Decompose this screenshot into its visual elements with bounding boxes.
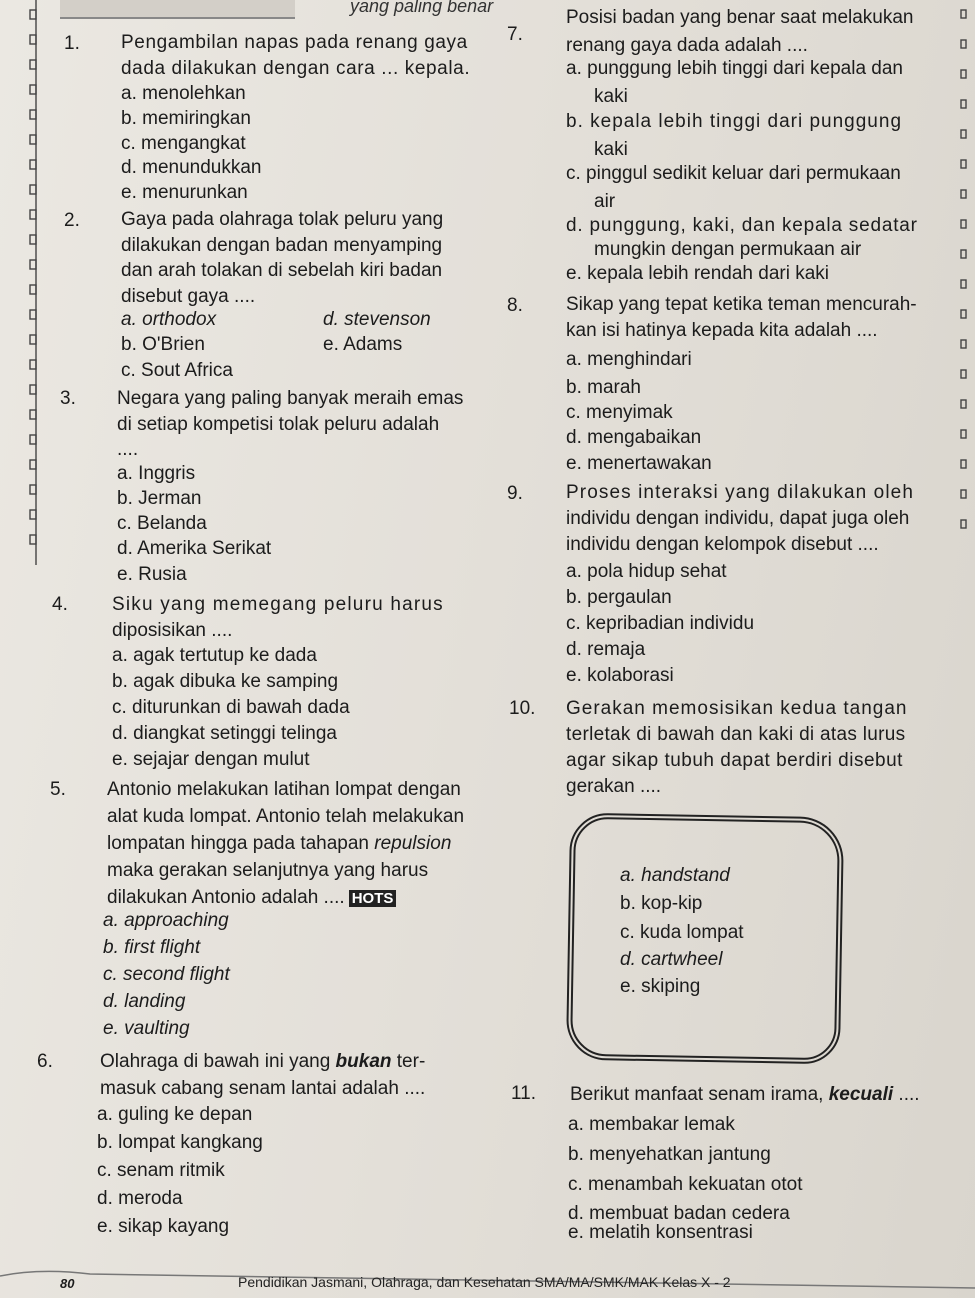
option[interactable]: b. marah — [566, 377, 641, 398]
option[interactable]: b. pergaulan — [566, 587, 672, 608]
question-text: Negara yang paling banyak meraih emas di setiap kompetisi tolak peluru adalah .... — [117, 388, 464, 460]
option[interactable]: d. stevenson — [323, 309, 431, 330]
option[interactable]: b. first flight — [103, 937, 201, 958]
option[interactable]: a. orthodox — [121, 309, 217, 330]
option[interactable]: e. sikap kayang — [97, 1216, 230, 1237]
option[interactable]: d. cartwheel — [620, 949, 723, 970]
option[interactable]: e. skiping — [620, 976, 701, 997]
question-text: Berikut manfaat senam irama, kecuali .... — [570, 1084, 920, 1105]
option[interactable]: c. kuda lompat — [620, 922, 744, 943]
question-text: Posisi badan yang benar saat melakukan — [566, 7, 914, 28]
option[interactable]: e. kepala lebih rendah dari kaki — [566, 263, 830, 284]
option[interactable]: b. kop-kip — [620, 893, 703, 914]
option[interactable]: b. agak dibuka ke samping — [112, 671, 339, 692]
option[interactable]: d. meroda — [97, 1188, 183, 1209]
option[interactable]: a. approaching — [103, 910, 229, 931]
question-number: 4. — [52, 594, 68, 615]
question-text: renang gaya dada adalah .... — [566, 35, 808, 56]
question-text: Proses interaksi yang dilakukan oleh individu dengan individu, dapat juga oleh individu dengan kelompok disebut .... — [566, 482, 914, 555]
option[interactable]: a. menghindari — [566, 349, 692, 370]
question-number: 5. — [50, 779, 66, 800]
option[interactable]: a. membakar lemak — [568, 1114, 735, 1135]
option[interactable]: d. mengabaikan — [566, 427, 702, 448]
option[interactable]: c. senam ritmik — [97, 1160, 225, 1181]
option[interactable]: b. O'Brien — [121, 334, 205, 355]
question-number: 2. — [64, 210, 80, 231]
option[interactable]: d. membuat badan cedera — [568, 1203, 790, 1224]
option[interactable]: c. second flight — [103, 964, 230, 985]
question-number: 6. — [37, 1051, 53, 1072]
top-torn-strip — [60, 0, 295, 19]
spiral-binding-left — [0, 0, 50, 570]
option[interactable]: b. kepala lebih tinggi dari punggung kaki — [566, 111, 903, 160]
option[interactable]: a. menolehkan — [121, 83, 246, 104]
question-text: Gerakan memosisikan kedua tangan terletak di bawah dan kaki di atas lurus agar sikap tubuh dapat berdiri disebut gerakan .... — [566, 698, 908, 797]
option[interactable]: e. menurunkan — [121, 182, 248, 203]
option[interactable]: d. landing — [103, 991, 186, 1012]
question-text: Sikap yang tepat ketika teman mencurah- kan isi hatinya kepada kita adalah .... — [566, 294, 917, 341]
option[interactable]: c. Sout Africa — [121, 360, 233, 381]
question-text: Pengambilan napas pada renang gaya dada dilakukan dengan cara ... kepala. — [121, 32, 471, 79]
option[interactable]: d. punggung, kaki, dan kepala sedatar mungkin dengan permukaan air — [566, 215, 918, 260]
option[interactable]: a. pola hidup sehat — [566, 561, 727, 582]
option[interactable]: a. Inggris — [117, 463, 196, 484]
option[interactable]: b. Jerman — [117, 488, 202, 509]
option[interactable]: b. lompat kangkang — [97, 1132, 263, 1153]
question-text: Siku yang memegang peluru harus diposisikan .... — [112, 594, 444, 641]
question-text: Antonio melakukan latihan lompat dengan alat kuda lompat. Antonio telah melakukan lompatan hingga pada tahapan repulsion maka gerakan selanjutnya yang harus dilakukan Antonio adalah .... HOTS — [107, 779, 465, 908]
question-number: 8. — [507, 295, 523, 316]
question-number: 7. — [507, 24, 523, 45]
option[interactable]: a. punggung lebih tinggi dari kepala dan kaki — [566, 58, 903, 107]
option[interactable]: e. sejajar dengan mulut — [112, 749, 310, 770]
question-text: Gaya pada olahraga tolak peluru yang dilakukan dengan badan menyamping dan arah tolakan di sebelah kiri badan disebut gaya .... — [121, 209, 444, 307]
option[interactable]: c. kepribadian individu — [566, 613, 755, 634]
option[interactable]: e. Rusia — [117, 564, 187, 585]
option[interactable]: c. mengangkat — [121, 133, 246, 154]
option[interactable]: d. diangkat setinggi telinga — [112, 723, 337, 744]
option[interactable]: e. menertawakan — [566, 453, 712, 474]
option[interactable]: e. kolaborasi — [566, 665, 674, 686]
option[interactable]: a. guling ke depan — [97, 1104, 253, 1125]
option[interactable]: d. remaja — [566, 639, 646, 660]
cutoff-heading: yang paling benar — [350, 0, 494, 16]
option[interactable]: e. vaulting — [103, 1018, 190, 1039]
option[interactable]: b. menyehatkan jantung — [568, 1144, 771, 1165]
option[interactable]: c. Belanda — [117, 513, 207, 534]
option[interactable]: c. menyimak — [566, 402, 673, 423]
question-number: 11. — [511, 1083, 537, 1104]
option[interactable]: c. pinggul sedikit keluar dari permukaan air — [566, 163, 901, 212]
question-number: 3. — [60, 388, 76, 409]
option[interactable]: b. memiringkan — [121, 108, 251, 129]
option[interactable]: d. menundukkan — [121, 157, 262, 178]
option[interactable]: d. Amerika Serikat — [117, 538, 272, 559]
question-number: 10. — [509, 698, 536, 719]
footer-book-title: Pendidikan Jasmani, Olahraga, dan Kesehatan SMA/MA/SMK/MAK Kelas X - 2 — [238, 1274, 731, 1290]
option[interactable]: a. agak tertutup ke dada — [112, 645, 317, 666]
option[interactable]: c. menambah kekuatan otot — [568, 1174, 803, 1195]
spiral-binding-right — [953, 0, 975, 560]
question-text: Olahraga di bawah ini yang bukan ter- masuk cabang senam lantai adalah .... — [100, 1051, 426, 1099]
hots-badge: HOTS — [349, 890, 397, 907]
option[interactable]: a. handstand — [620, 865, 730, 886]
question-number: 1. — [64, 33, 80, 54]
option[interactable]: c. diturunkan di bawah dada — [112, 697, 350, 718]
page-number: 80 — [60, 1276, 75, 1291]
option[interactable]: e. melatih konsentrasi — [568, 1222, 753, 1243]
question-number: 9. — [507, 483, 523, 504]
option[interactable]: e. Adams — [323, 334, 403, 355]
